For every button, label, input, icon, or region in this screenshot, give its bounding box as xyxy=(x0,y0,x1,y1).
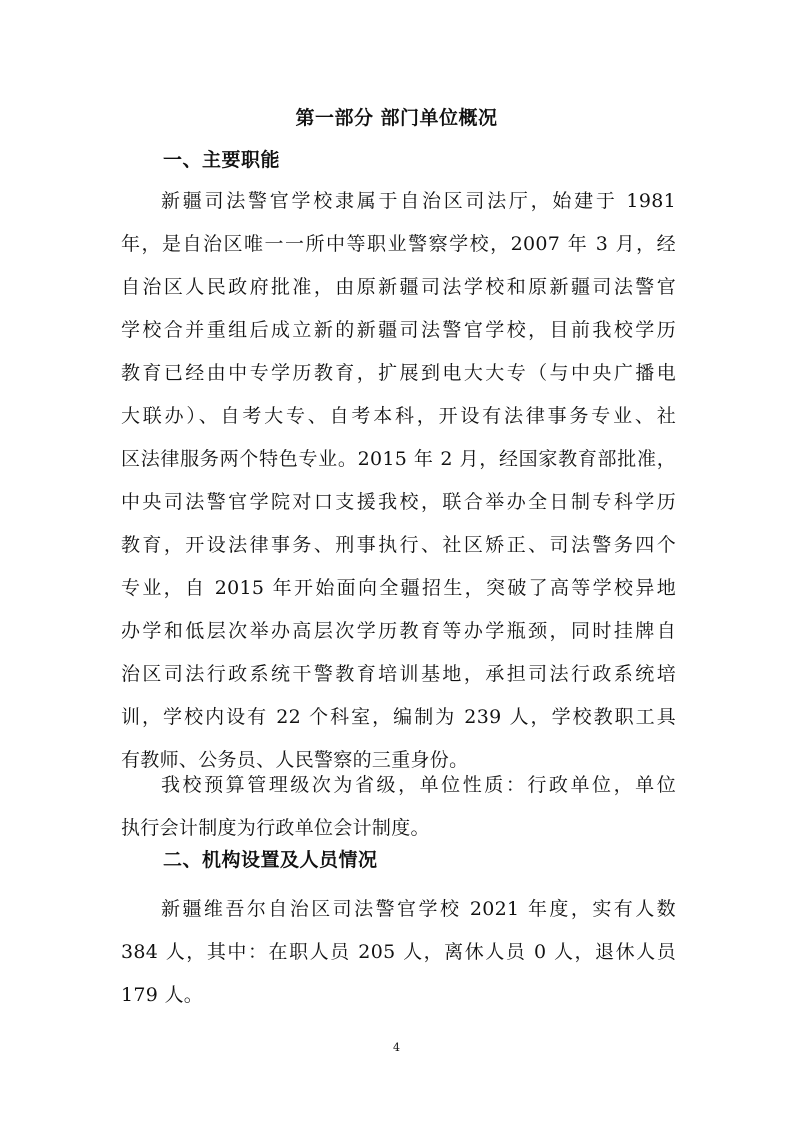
paragraph-line: 我校预算管理级次为省级，单位性质：行政单位，单位 xyxy=(161,774,676,796)
paragraph-line: 训，学校内设有 22 个科室，编制为 239 人，学校教职工具 xyxy=(121,706,676,728)
paragraph-line: 治区司法行政系统干警教育培训基地，承担司法行政系统培 xyxy=(121,663,676,685)
section-heading-organization-staff: 二、机构设置及人员情况 xyxy=(163,849,378,871)
paragraph-line: 大联办）、自考大专、自考本科，开设有法律事务专业、社 xyxy=(121,405,676,427)
paragraph-line: 教育，开设法律事务、刑事执行、社区矫正、司法警务四个 xyxy=(121,534,676,556)
paragraph-line: 教育已经由中专学历教育，扩展到电大大专（与中央广播电 xyxy=(121,362,676,384)
paragraph-line: 学校合并重组后成立新的新疆司法警官学校，目前我校学历 xyxy=(121,319,676,341)
paragraph-staff-count xyxy=(121,888,676,1017)
document-title: 第一部分 部门单位概况 xyxy=(295,107,498,129)
paragraph-line: 执行会计制度为行政单位会计制度。 xyxy=(121,817,430,839)
paragraph-line: 自治区人民政府批准，由原新疆司法学校和原新疆司法警官 xyxy=(121,276,676,298)
section-heading-main-functions: 一、主要职能 xyxy=(163,149,281,171)
page-number: 4 xyxy=(393,1041,400,1054)
paragraph-line: 有教师、公务员、人民警察的三重身份。 xyxy=(121,749,469,771)
paragraph-line: 新疆维吾尔自治区司法警官学校 2021 年度，实有人数 xyxy=(161,898,676,920)
paragraph-line: 新疆司法警官学校隶属于自治区司法厅，始建于 1981 xyxy=(161,190,676,212)
paragraph-main-functions xyxy=(121,180,676,782)
paragraph-line: 179 人。 xyxy=(121,984,204,1006)
paragraph-line: 区法律服务两个特色专业。2015 年 2 月，经国家教育部批准， xyxy=(121,448,676,470)
paragraph-line: 中央司法警官学院对口支援我校，联合举办全日制专科学历 xyxy=(121,491,676,513)
paragraph-line: 专业，自 2015 年开始面向全疆招生，突破了高等学校异地 xyxy=(121,577,676,599)
paragraph-line: 384 人，其中：在职人员 205 人，离休人员 0 人，退休人员 xyxy=(121,941,676,963)
paragraph-line: 年，是自治区唯一一所中等职业警察学校，2007 年 3 月，经 xyxy=(121,233,676,255)
paragraph-budget-level xyxy=(121,764,676,850)
paragraph-line: 办学和低层次举办高层次学历教育等办学瓶颈，同时挂牌自 xyxy=(121,620,676,642)
